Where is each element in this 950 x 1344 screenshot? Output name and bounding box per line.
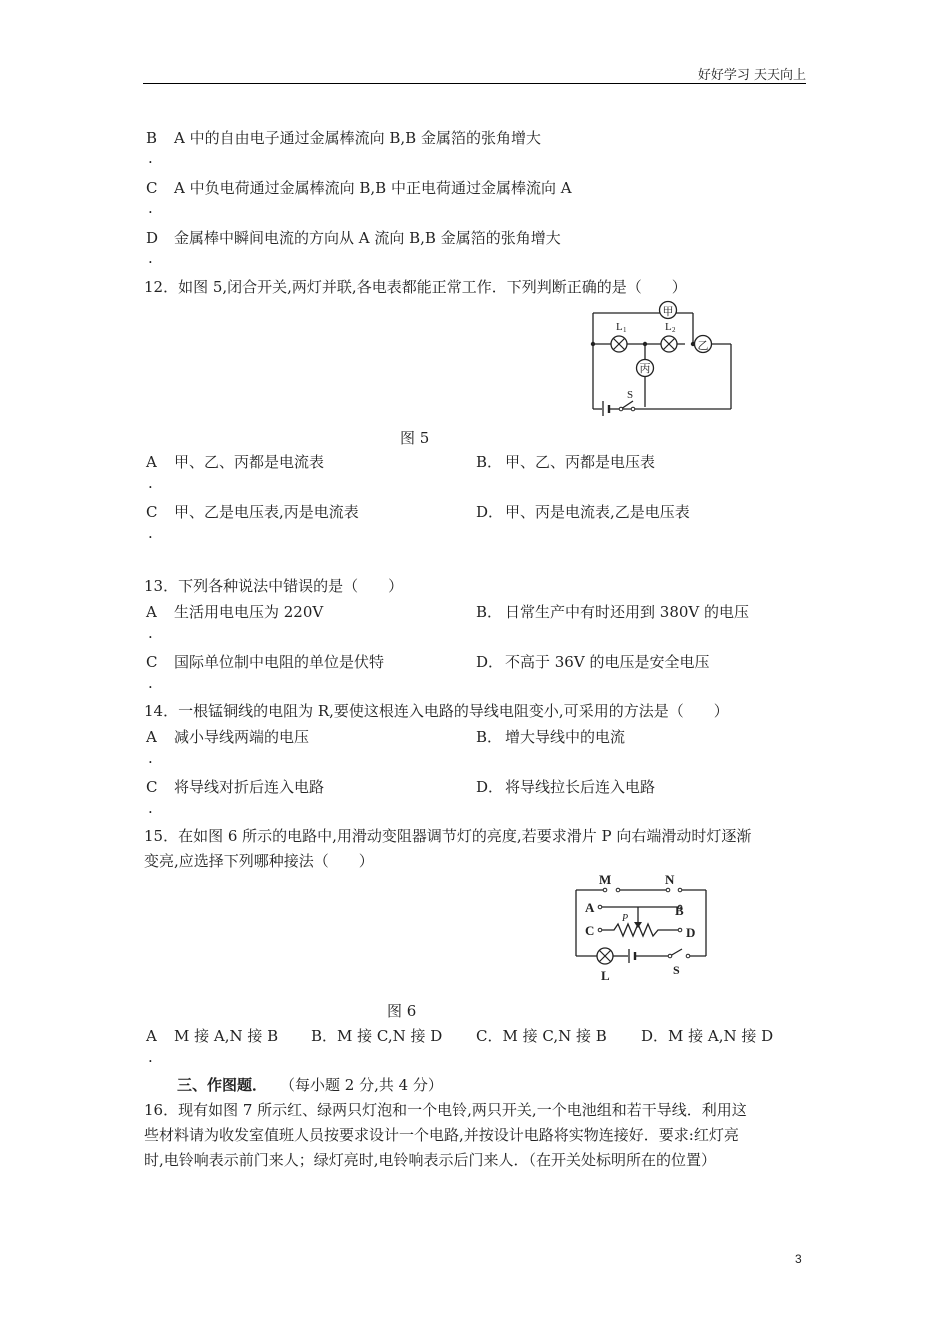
meter-jia-label: 甲 <box>662 306 674 318</box>
label-d: D <box>686 925 696 940</box>
dot: . <box>148 149 153 167</box>
dot: . <box>148 1048 153 1066</box>
figure-5-circuit <box>585 297 735 415</box>
q14-opt-b-text: 增大导线中的电流 <box>505 728 626 746</box>
dot: . <box>148 474 153 492</box>
q12-opt-b-letter: B． <box>476 453 503 471</box>
q14-opt-c-text: 将导线对折后连入电路 <box>174 778 325 796</box>
q12-opt-d-letter: D． <box>476 503 504 521</box>
section-3-title: 三、作图题． <box>177 1076 268 1094</box>
q11-opt-b-text: A 中的自由电子通过金属棒流向 B,B 金属箔的张角增大 <box>174 129 541 147</box>
q15-opt-c: C．M 接 C,N 接 B <box>476 1027 607 1045</box>
q13-opt-c-letter: C <box>146 653 158 671</box>
lamp-l2-label: L <box>665 321 672 333</box>
q13-opt-c-text: 国际单位制中电阻的单位是伏特 <box>174 653 385 671</box>
q15-opt-a-letter: A <box>146 1027 157 1045</box>
header-rule <box>143 83 806 84</box>
q12-opt-b-text: 甲、乙、丙都是电压表 <box>505 453 656 471</box>
meter-yi-label: 乙 <box>697 340 709 352</box>
q14-opt-d-letter: D． <box>476 778 504 796</box>
label-m: M <box>599 872 612 887</box>
dot: . <box>148 674 153 692</box>
q14-stem: 14．一根锰铜线的电阻为 R,要使这根连入电路的导线电阻变小,可采用的方法是（ ） <box>144 702 729 720</box>
q11-opt-d-text: 金属棒中瞬间电流的方向从 A 流向 B,B 金属箔的张角增大 <box>174 229 561 247</box>
meter-bing-label: 丙 <box>639 363 651 375</box>
meter-yi-icon <box>695 336 712 353</box>
label-c: C <box>585 923 595 938</box>
q13-opt-d-letter: D． <box>476 653 504 671</box>
q13-opt-b-letter: B． <box>476 603 503 621</box>
q12-opt-c-text: 甲、乙是电压表,丙是电流表 <box>174 503 359 521</box>
figure-5-caption: 图 5 <box>400 429 430 447</box>
q11-opt-c-letter: C <box>146 179 158 197</box>
label-n: N <box>665 872 675 887</box>
switch-s-label: S <box>627 389 634 401</box>
dot: . <box>148 199 153 217</box>
q13-opt-a-letter: A <box>146 603 157 621</box>
dot: . <box>148 799 153 817</box>
q12-opt-a-text: 甲、乙、丙都是电流表 <box>174 453 325 471</box>
dot: . <box>148 249 153 267</box>
header-motto: 好好学习 天天向上 <box>697 68 806 83</box>
q13-opt-d-text: 不高于 36V 的电压是安全电压 <box>505 653 710 671</box>
dot: . <box>148 524 153 542</box>
q16-line3: 时,电铃响表示前门来人；绿灯亮时,电铃响表示后门来人．（在开关处标明所在的位置） <box>144 1151 717 1169</box>
dot: . <box>148 749 153 767</box>
meter-jia-icon <box>660 302 677 319</box>
figure-6-caption: 图 6 <box>387 1002 417 1020</box>
label-s: S <box>673 963 680 977</box>
q15-opt-d: D．M 接 A,N 接 D <box>641 1027 774 1045</box>
q11-opt-c-text: A 中负电荷通过金属棒流向 B,B 中正电荷通过金属棒流向 A <box>174 179 572 197</box>
q12-opt-a-letter: A <box>146 453 157 471</box>
lamp-l1-sub: 1 <box>623 326 627 334</box>
battery-icon <box>629 949 635 963</box>
q12-opt-d-text: 甲、丙是电流表,乙是电压表 <box>505 503 690 521</box>
q14-opt-b-letter: B． <box>476 728 503 746</box>
lamp-l-icon <box>597 948 613 964</box>
lamp-l2-sub: 2 <box>672 326 676 334</box>
q14-opt-c-letter: C <box>146 778 158 796</box>
label-l: L <box>601 968 610 983</box>
meter-bing-icon <box>637 360 654 377</box>
q11-opt-b-letter: B <box>146 129 158 147</box>
q15-stem-line2: 变亮,应选择下列哪种接法（ ） <box>144 852 374 870</box>
q13-stem: 13．下列各种说法中错误的是（ ） <box>144 577 404 595</box>
lamp-l1-icon <box>611 321 627 352</box>
q14-opt-a-text: 减小导线两端的电压 <box>174 728 310 746</box>
q14-opt-d-text: 将导线拉长后连入电路 <box>505 778 656 796</box>
q14-opt-a-letter: A <box>146 728 157 746</box>
q13-opt-b-text: 日常生产中有时还用到 380V 的电压 <box>505 603 750 621</box>
q12-opt-c-letter: C <box>146 503 158 521</box>
dot: . <box>148 624 153 642</box>
q16-line1: 16．现有如图 7 所示红、绿两只灯泡和一个电铃,两只开关,一个电池组和若干导线．利用这 <box>144 1101 747 1119</box>
section-3-note: （每小题 2 分,共 4 分） <box>280 1076 443 1094</box>
q15-stem-line1: 15．在如图 6 所示的电路中,用滑动变阻器调节灯的亮度,若要求滑片 P 向右端滑动时灯逐渐 <box>144 827 752 845</box>
figure-6-circuit <box>572 870 712 985</box>
q12-stem: 12．如图 5,闭合开关,两灯并联,各电表都能正常工作．下列判断正确的是（ ） <box>144 278 687 296</box>
page-number: 3 <box>795 1252 802 1266</box>
lamp-l1-label: L <box>616 321 623 333</box>
q15-opt-b: B．M 接 C,N 接 D <box>311 1027 443 1045</box>
battery-icon <box>603 401 619 416</box>
label-b: B <box>675 903 684 918</box>
q13-opt-a-text: 生活用电电压为 220V <box>174 603 324 621</box>
label-p: P <box>622 913 629 924</box>
q16-line2: 些材料请为收发室值班人员按要求设计一个电路,并按设计电路将实物连接好．要求:红灯亮 <box>144 1126 739 1144</box>
q15-opt-a-text: M 接 A,N 接 B <box>174 1027 279 1045</box>
q11-opt-d-letter: D <box>146 229 159 247</box>
label-a: A <box>585 900 595 915</box>
lamp-l2-icon <box>661 321 677 352</box>
